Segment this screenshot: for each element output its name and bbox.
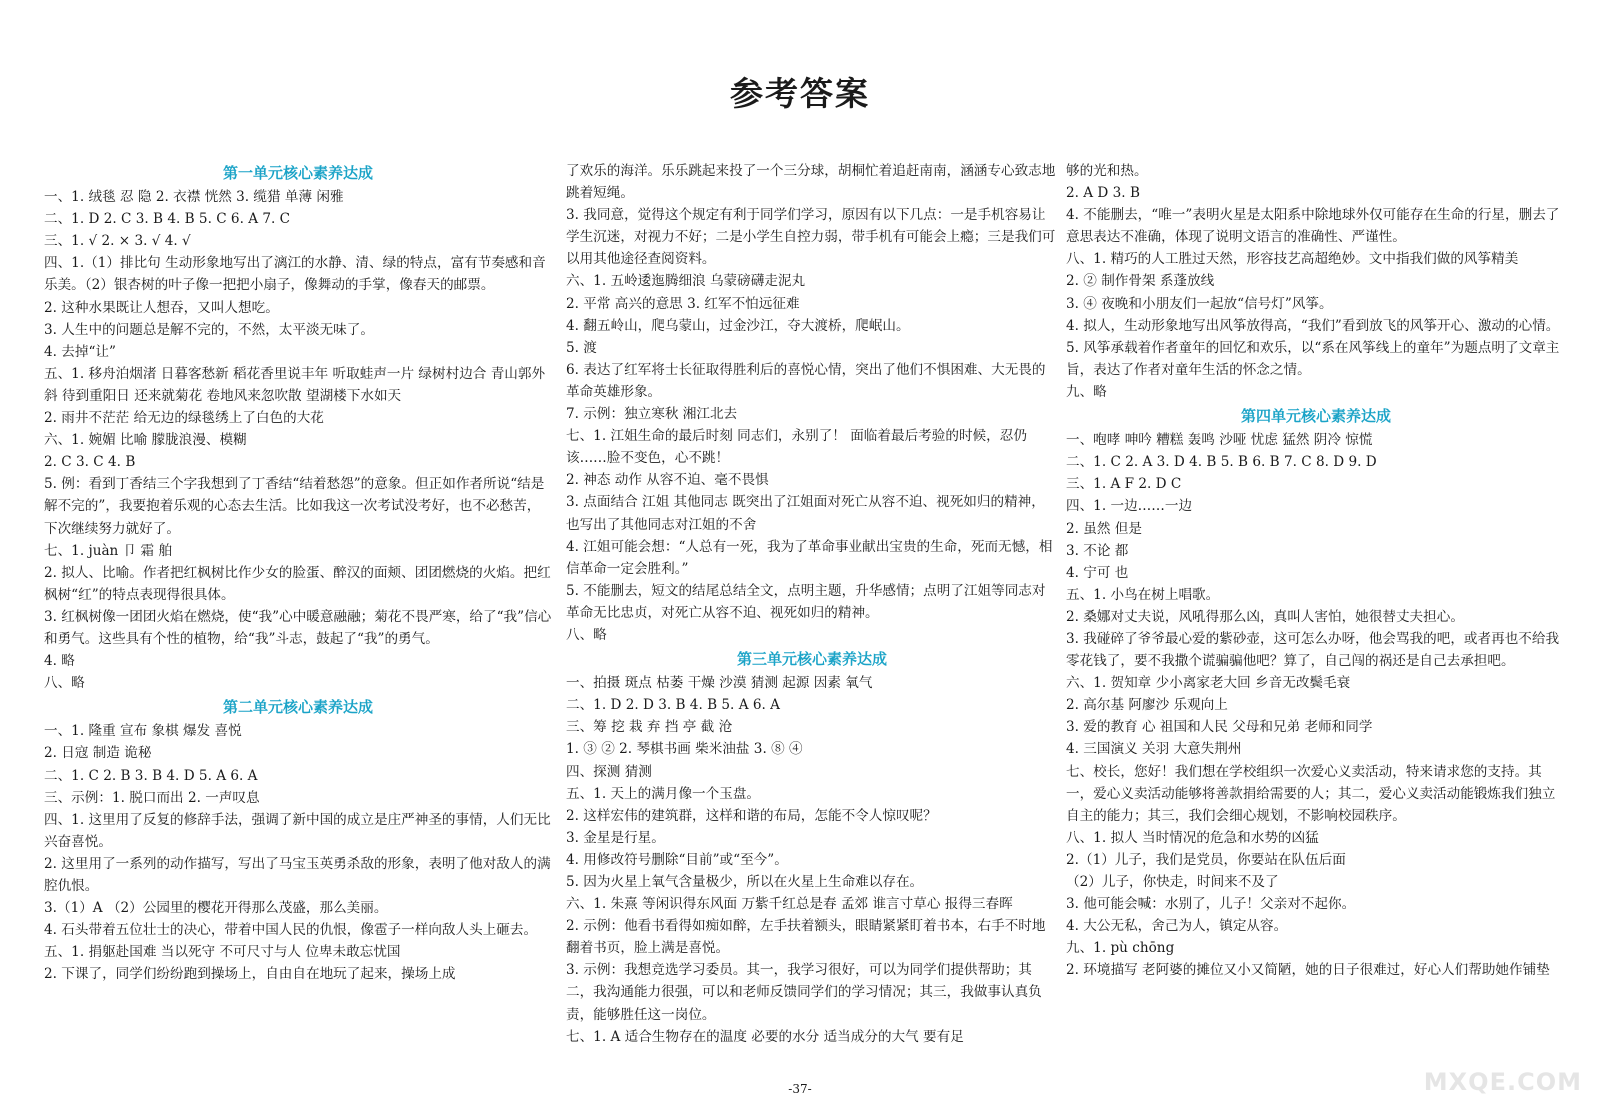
answer-line: 3. 不论 都 [1066, 542, 1129, 559]
answer-line: 2. 示例：他看书看得如痴如醉，左手扶着额头，眼睛紧紧盯着书本，右手不时地翻着书页，脸上满是喜悦。 [566, 918, 1046, 957]
watermark-logo [1412, 1034, 1582, 1096]
answer-line: 3. 点面结合 江姐 其他同志 既突出了江姐面对死亡从容不迫、视死如归的精神，也写出了其他同志对江姐的不舍 [566, 494, 1045, 533]
answer-line: 3. 红枫树像一团团火焰在燃烧，使“我”心中暖意融融；菊花不畏严寒，给了“我”信心和勇气。这些具有个性的植物，给“我”斗志，鼓起了“我”的勇气。 [44, 608, 552, 647]
answer-line: 3. 人生中的问题总是解不完的，不然，太平淡无味了。 [44, 321, 374, 338]
answer-line: 4. 去掉“让” [44, 343, 116, 360]
section-title: 第三单元核心素养达成 [736, 650, 887, 669]
answer-line: 3. 他可能会喊：水别了，儿子！父亲对不起你。 [1066, 896, 1356, 913]
answer-line: 八、1. 拟人 当时情况的危急和水势的凶猛 [1066, 829, 1319, 846]
answer-line: 二、1. D 2. D 3. B 4. B 5. A 6. A [566, 697, 780, 714]
answer-line: 三、1. A F 2. D C [1066, 476, 1182, 493]
answer-line: 5. 例：看到丁香结三个字我想到了丁香结“结着愁怨”的意象。但正如作者所说“结是解不完的”，我要抱着乐观的心态去生活。比如我这一次考试没考好，也不必愁苦，下次继续努力就好了。 [44, 476, 545, 537]
answer-line: 九、略 [1066, 383, 1107, 400]
answer-line: 2. 日寇 制造 诡秘 [44, 745, 152, 762]
answer-line: 九、1. pù chōng [1066, 940, 1175, 957]
answer-line: 五、1. 天上的满月像一个玉盘。 [566, 785, 761, 802]
answer-line: 5. 不能删去，短文的结尾总结全文，点明主题，升华感情；点明了江姐等同志对革命无比忠贞，对死亡从容不迫、视死如归的精神。 [566, 582, 1046, 621]
answer-line: 4. 宁可 也 [1066, 564, 1129, 581]
answer-line: 2. 雨井不茫茫 给无边的绿毯绣上了白色的大花 [44, 410, 324, 427]
answer-line: 2. 这里用了一系列的动作描写，写出了马宝玉英勇杀敌的形象，表明了他对敌人的满腔仇恨。 [44, 855, 551, 894]
answer-line: 4. 略 [44, 653, 75, 670]
answer-line: 二、1. C 2. A 3. D 4. B 5. B 6. B 7. C 8. D 9. D [1066, 454, 1377, 471]
answer-line: 八、1. 精巧的人工胜过天然，形容技艺高超绝妙。文中指我们做的风筝精美 [1066, 251, 1519, 268]
answer-line: 2.（1）儿子，我们是党员，你要站在队伍后面 [1066, 851, 1346, 868]
answer-line: 6. 表达了红军将士长征取得胜利后的喜悦心情，突出了他们不惧困难、大无畏的革命英雄形象。 [566, 361, 1046, 400]
answer-line: 4. 用修改符号删除“目前”或“至今”。 [566, 851, 788, 868]
answer-line: 2. 平常 高兴的意思 3. 红军不怕远征难 [566, 295, 800, 312]
answer-line: 五、1. 捐躯赴国难 当以死守 不可尺寸与人 位卑未敢忘忧国 [44, 944, 401, 961]
answer-line: 七、校长，您好！我们想在学校组织一次爱心义卖活动，特来请求您的支持。其一，爱心义卖活动能够将善款捐给需要的人；其二，爱心义卖活动能锻炼我们独立自主的能力；其三，我们会细心规划，不影响校园秩序。 [1066, 763, 1556, 824]
answer-line: 一、1. 绒毯 忍 隐 2. 衣襟 恍然 3. 缆猎 单薄 闲雅 [44, 189, 344, 206]
answer-line: 5. 风筝承载着作者童年的回忆和欢乐，以“系在风筝线上的童年”为题点明了文章主旨，表达了作者对童年生活的怀念之情。 [1066, 339, 1560, 378]
answer-line: 四、1.（1）排比句 生动形象地写出了漓江的水静、清、绿的特点，富有节奏感和音乐美。（2）银杏树的叶子像一把把小扇子，像舞动的手掌，像春天的邮票。 [44, 255, 546, 294]
answer-column-2 [566, 160, 1058, 1048]
answer-line: 七、1. 江姐生命的最后时刻 同志们，永别了！ 面临着最后考验的时候，忍仍该……脸不变色，心不跳！ [566, 428, 1027, 467]
answer-line: 六、1. 婉媚 比喻 朦胧浪漫、模糊 [44, 432, 247, 449]
answer-line: 二、1. C 2. B 3. B 4. D 5. A 6. A [44, 767, 258, 784]
answer-line: 5. 因为火星上氧气含量极少，所以在火星上生命难以存在。 [566, 874, 924, 890]
answer-line: 3. 示例：我想竞选学习委员。其一，我学习很好，可以为同学们提供帮助；其二，我沟通能力很强，可以和老师反馈同学们的学习情况；其三，我做事认真负责，能够胜任这一岗位。 [566, 962, 1042, 1023]
answer-line: 一、拍摄 斑点 枯萎 干燥 沙漠 猜测 起源 因素 氧气 [566, 675, 873, 692]
answer-line: 4. 不能删去，“唯一”表明火星是太阳系中除地球外仅可能存在生命的行星，删去了意思表达不准确，体现了说明文语言的准确性、严谨性。 [1066, 207, 1560, 246]
answer-line: 7. 示例：独立寒秋 湘江北去 [566, 406, 738, 423]
answer-line: （2）儿子，你快走，时间来不及了 [1066, 874, 1279, 890]
answer-line: 三、1. √ 2. × 3. √ 4. √ [44, 233, 191, 250]
answer-line: 3. 我碰碎了爷爷最心爱的紫砂壶，这可怎么办呀，他会骂我的吧，或者再也不给我零花钱了，要不我撒个谎骗骗他吧？算了，自己闯的祸还是自己去承担吧。 [1066, 630, 1560, 670]
answer-line: 2. ② 制作骨架 系蓬放线 [1066, 273, 1215, 290]
answer-line: 3. 我同意，觉得这个规定有利于同学们学习，原因有以下几点：一是手机容易让学生沉迷，对视力不好；二是小学生自控力弱，带手机有可能会上瘾；三是我们可以用其他途径查阅资料。 [566, 207, 1056, 268]
answer-line: 2. 神态 动作 从容不迫、毫不畏惧 [566, 472, 769, 489]
answer-line: 3. ④ 夜晚和小朋友们一起放“信号灯”风筝。 [1066, 295, 1333, 312]
answer-line: 2. 这样宏伟的建筑群，这样和谐的布局，怎能不令人惊叹呢？ [566, 807, 937, 824]
watermark-text: MXQE.COM [1423, 1068, 1582, 1096]
answer-line: 4. 石头带着五位壮士的决心，带着中国人民的仇恨，像雹子一样向敌人头上砸去。 [44, 922, 538, 939]
answer-line: 四、探测 猜测 [566, 763, 652, 780]
answer-line: 六、1. 五岭逶迤腾细浪 乌蒙磅礴走泥丸 [566, 273, 806, 290]
answer-line: 六、1. 贺知章 少小离家老大回 乡音无改鬓毛衰 [1066, 675, 1351, 692]
answer-line: 七、1. A 适合生物存在的温度 必要的水分 适当成分的大气 要有足 [566, 1028, 964, 1045]
answer-line: 2. 桑娜对丈夫说，风吼得那么凶，真叫人害怕，她很替丈夫担心。 [1066, 608, 1464, 625]
answer-line: 2. A D 3. B [1066, 185, 1140, 202]
answer-line: 2. 环境描写 老阿婆的摊位又小又简陋，她的日子很难过，好心人们帮助她作铺垫 [1066, 962, 1550, 979]
answer-line: 七、1. juàn 卩 霜 舶 [44, 542, 173, 559]
answer-line: 二、1. D 2. C 3. B 4. B 5. C 6. A 7. C [44, 211, 291, 228]
answer-line: 4. 翻五岭山，爬乌蒙山，过金沙江，夺大渡桥，爬岷山。 [566, 317, 910, 334]
answer-line: 2. 虽然 但是 [1066, 520, 1142, 537]
answer-line: 4. 大公无私，舍己为人，镇定从容。 [1066, 918, 1288, 935]
answer-line: 四、1. 这里用了反复的修辞手法，强调了新中国的成立是庄严神圣的事情，人们无比兴奋喜悦。 [44, 811, 551, 850]
answer-line: 2. 拟人、比喻。作者把红枫树比作少女的脸蛋、醉汉的面颊、团团燃烧的火焰。把红枫树“红”的特点表现得很具体。 [44, 564, 551, 603]
section-title: 第二单元核心素养达成 [222, 698, 373, 717]
page-number: -37- [788, 1082, 812, 1096]
answer-line: 4. 三国演义 关羽 大意失荆州 [1066, 741, 1242, 758]
answer-line: 八、略 [44, 675, 85, 692]
answer-line: 五、1. 小鸟在树上唱歌。 [1066, 586, 1220, 603]
answer-line: 2. 这种水果既让人想吞，又叫人想吃。 [44, 299, 279, 316]
answer-line: 三、筹 挖 栽 弃 挡 亭 截 沧 [566, 719, 733, 736]
answer-line: 3. 爱的教育 心 祖国和人民 父母和兄弟 老师和同学 [1066, 719, 1373, 736]
section-title: 第一单元核心素养达成 [222, 164, 373, 182]
answer-line: 2. C 3. C 4. B [44, 454, 136, 471]
answer-line: 3.（1）A （2）公园里的樱花开得那么茂盛，那么美丽。 [44, 900, 388, 917]
answer-line: 三、示例：1. 脱口而出 2. 一声叹息 [44, 789, 260, 806]
answer-column-3 [1066, 160, 1566, 981]
answer-column-1 [44, 160, 552, 985]
page-title: 参考答案 [730, 74, 870, 113]
answer-line: 4. 拟人，生动形象地写出风筝放得高，“我们”看到放飞的风筝开心、激动的心情。 [1066, 317, 1560, 334]
answer-line: 一、咆哮 呻吟 糟糕 轰鸣 沙哑 忧虑 猛然 阴冷 惊慌 [1066, 432, 1373, 449]
answer-line: 八、略 [566, 626, 607, 643]
answer-line: 1. ③ ② 2. 琴棋书画 柴米油盐 3. ⑧ ④ [566, 741, 803, 758]
answer-line: 够的光和热。 [1066, 163, 1148, 179]
section-title: 第四单元核心素养达成 [1240, 407, 1391, 426]
answer-line: 5. 渡 [566, 339, 597, 356]
answer-line: 2. 下课了，同学们纷纷跑到操场上，自由自在地玩了起来，操场上成 [44, 966, 456, 983]
answer-line: 3. 金星是行星。 [566, 829, 665, 846]
answer-line: 五、1. 移舟泊烟渚 日暮客愁新 稻花香里说丰年 听取蛙声一片 绿树村边合 青山郭外斜 待到重阳日 还来就菊花 卷地风来忽吹散 望湖楼下水如天 [44, 365, 546, 404]
answer-line: 一、1. 隆重 宣布 象棋 爆发 喜悦 [44, 723, 242, 740]
answer-line: 六、1. 朱熹 等闲识得东风面 万紫千红总是春 孟郊 谁言寸草心 报得三春晖 [566, 896, 1013, 913]
answer-line: 四、1. 一边……一边 [1066, 498, 1193, 515]
answer-line: 2. 高尔基 阿廖沙 乐观向上 [1066, 697, 1228, 714]
answer-line: 4. 江姐可能会想：“人总有一死，我为了革命事业献出宝贵的生命，死而无憾，相信革命一定会胜利。” [566, 538, 1053, 577]
answer-line: 了欢乐的海洋。乐乐跳起来投了一个三分球，胡桐忙着追赶南南，涵涵专心致志地跳着短绳。 [566, 163, 1056, 202]
